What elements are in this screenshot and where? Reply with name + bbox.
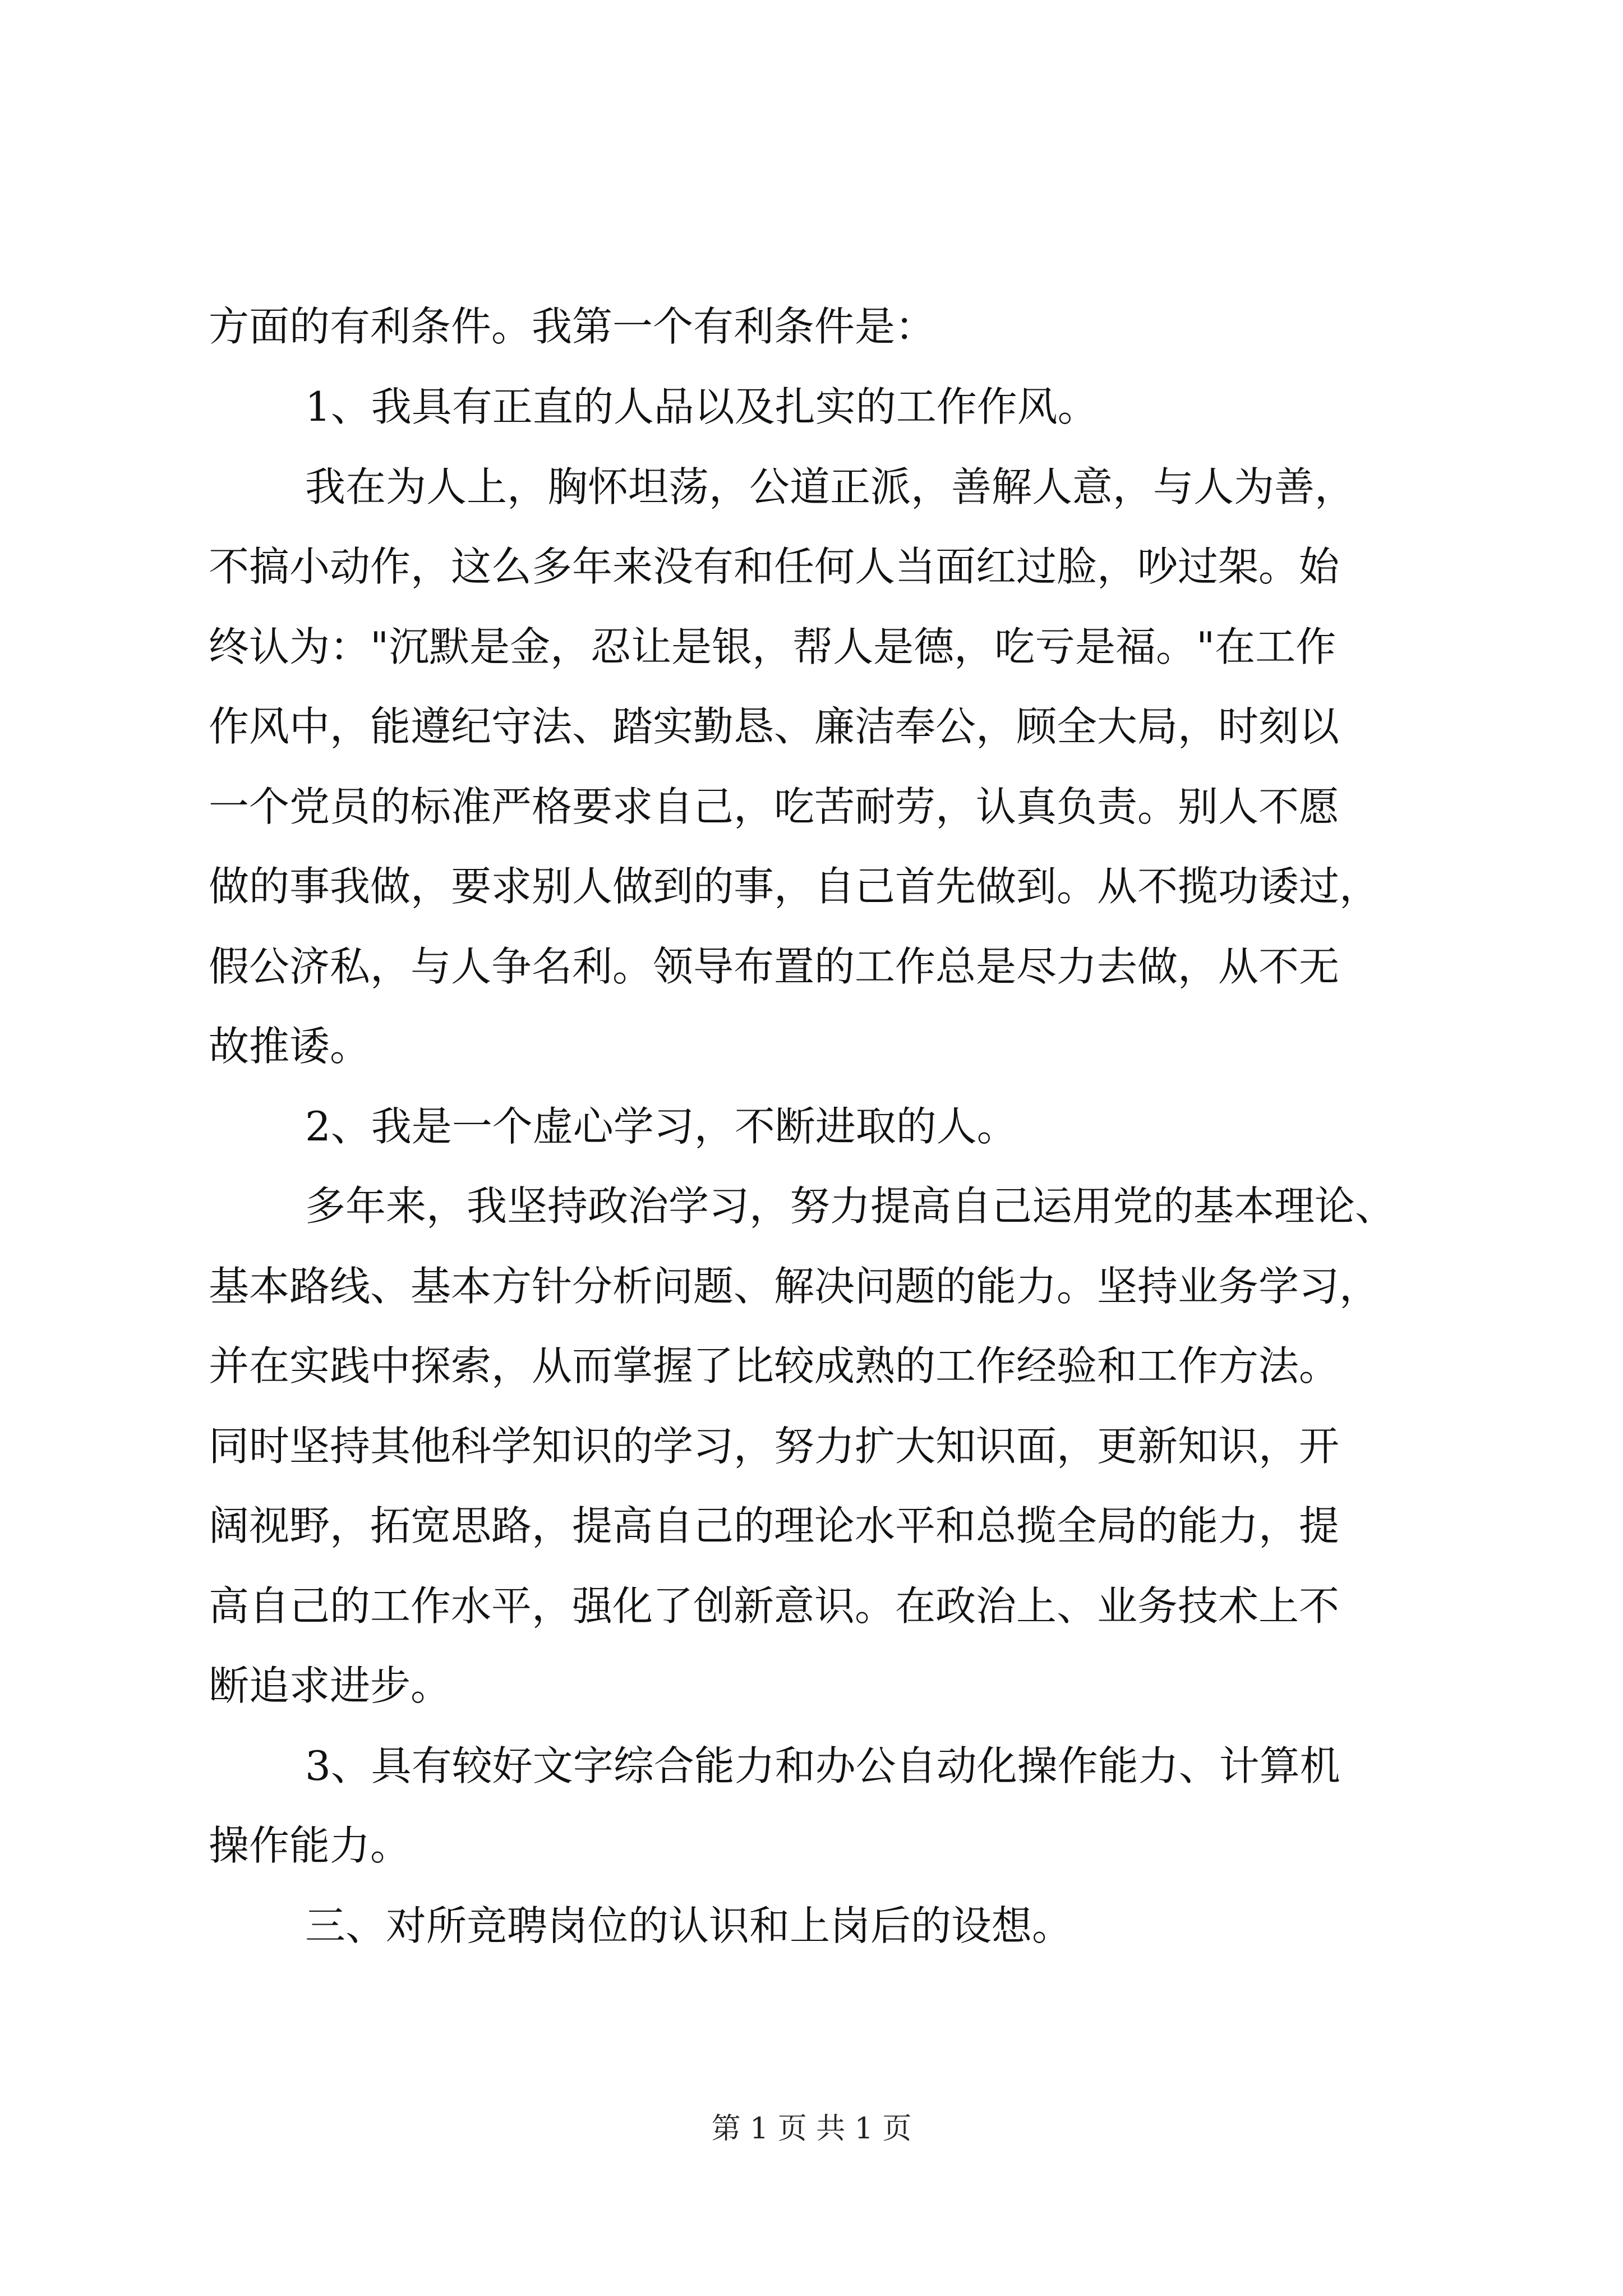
text-line: 基本路线、基本方针分析问题、解决问题的能力。坚持业务学习， [209,1263,1380,1310]
text-line: 方面的有利条件。我第一个有利条件是： [209,303,936,350]
text-line: 我在为人上，胸怀坦荡，公道正派，善解人意，与人为善， [305,463,1355,510]
text-line: 2、我是一个虚心学习，不断进取的人。 [305,1103,1017,1150]
text-line: 终认为："沉默是金，忍让是银，帮人是德，吃亏是福。"在工作 [209,623,1336,670]
text-line: 一个党员的标准严格要求自己，吃苦耐劳，认真负责。别人不愿 [209,783,1340,830]
text-line: 断追求进步。 [209,1662,451,1709]
text-line: 作风中，能遵纪守法、踏实勤恳、廉洁奉公，顾全大局，时刻以 [209,703,1340,750]
text-line: 同时坚持其他科学知识的学习，努力扩大知识面，更新知识，开 [209,1423,1340,1470]
text-line: 不搞小动作，这么多年来没有和任何人当面红过脸，吵过架。始 [209,543,1340,590]
text-line: 1、我具有正直的人品以及扎实的工作作风。 [305,383,1098,430]
text-line: 多年来，我坚持政治学习，努力提高自己运用党的基本理论、 [305,1182,1396,1230]
text-line: 做的事我做，要求别人做到的事，自己首先做到。从不揽功诿过， [209,863,1380,910]
page-number-footer: 第 1 页 共 1 页 [711,2112,912,2146]
text-line: 3、具有较好文字综合能力和办公自动化操作能力、计算机 [305,1742,1340,1789]
text-line: 并在实践中探索，从而掌握了比较成熟的工作经验和工作方法。 [209,1342,1340,1389]
text-line: 假公济私，与人争名利。领导布置的工作总是尽力去做，从不无 [209,943,1340,990]
text-line: 故推诿。 [209,1023,371,1070]
text-line: 操作能力。 [209,1822,411,1869]
text-line: 高自己的工作水平，强化了创新意识。在政治上、业务技术上不 [209,1582,1340,1630]
text-line: 阔视野，拓宽思路，提高自己的理论水平和总揽全局的能力，提 [209,1502,1340,1549]
section-heading: 三、对所竞聘岗位的认识和上岗后的设想。 [305,1902,1073,1949]
